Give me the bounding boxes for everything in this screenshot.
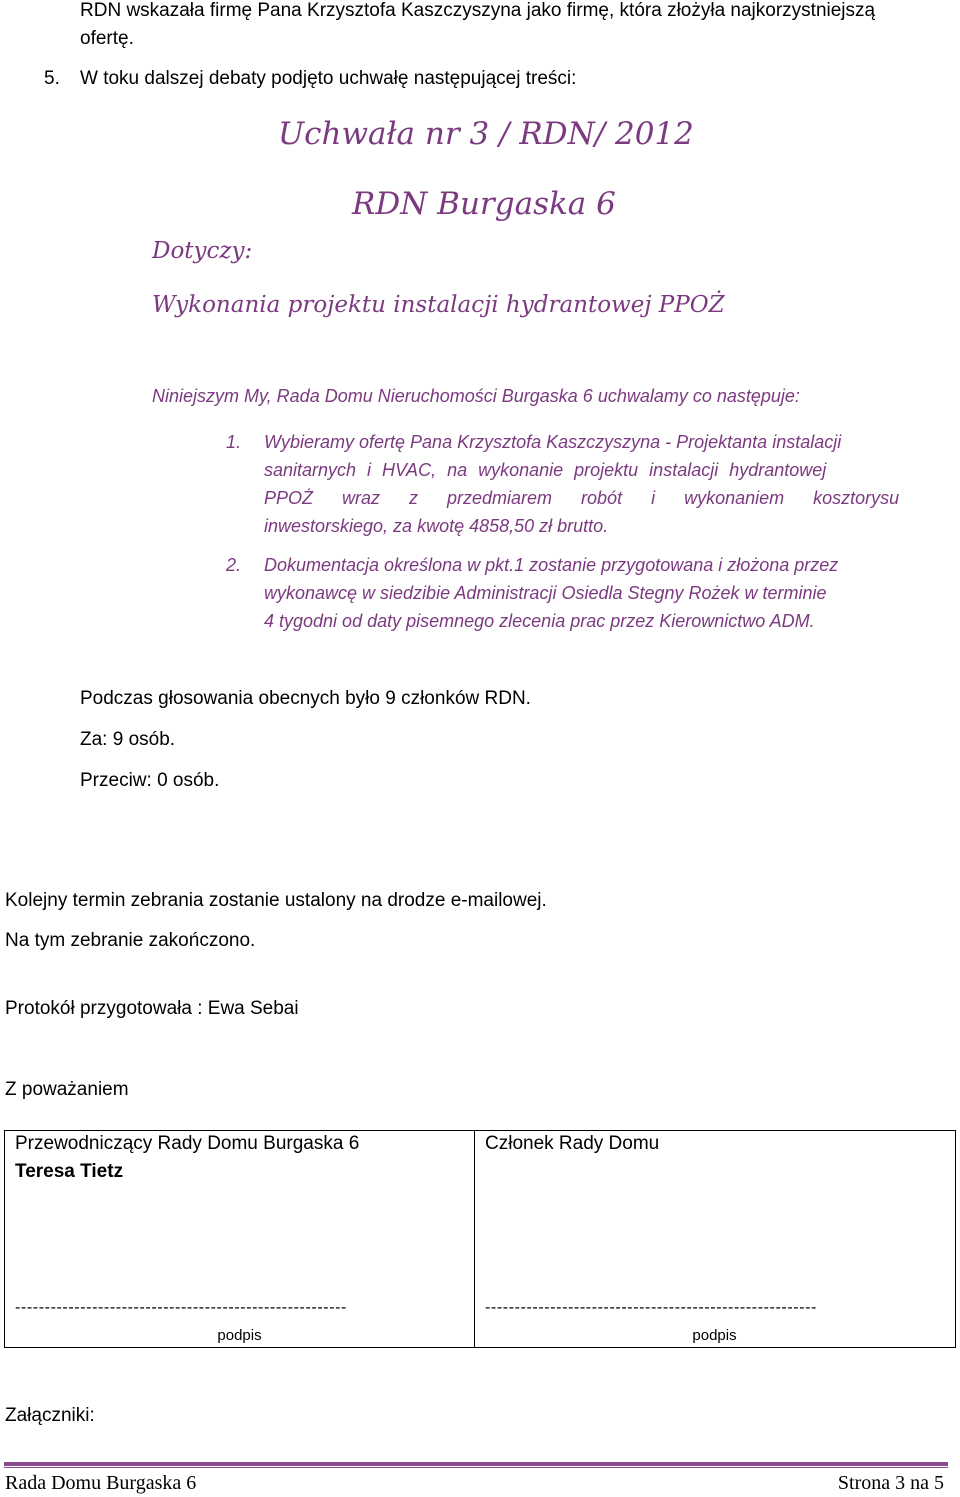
vote-for: Za: 9 osób. [80, 729, 176, 750]
next-meeting-note: Kolejny termin zebrania zostanie ustalony na drodze e-mailowej. [5, 890, 547, 911]
vote-present: Podczas głosowania obecnych było 9 członków RDN. [80, 688, 531, 709]
footer-rule [4, 1462, 948, 1466]
item-line: Dokumentacja określona w pkt.1 zostanie przygotowana i złożona przez [264, 555, 839, 575]
item-line: wykonawcę w siedzibie Administracji Osiedla Stegny Rożek w terminie [264, 583, 827, 603]
prepared-by: Protokół przygotowała : Ewa Sebai [5, 998, 299, 1019]
signature-label: podpis [692, 1327, 737, 1344]
signer-role: Członek Rady Domu [485, 1133, 660, 1154]
signer-role: Przewodniczący Rady Domu Burgaska 6 [15, 1133, 360, 1154]
signature-table [4, 1130, 956, 1348]
meeting-ended-note: Na tym zebranie zakończono. [5, 930, 256, 951]
intro-line-2: ofertę. [80, 28, 134, 49]
footer-page-number: Strona 3 na 5 [837, 1472, 944, 1494]
item-line: 4 tygodni od daty pisemnego zlecenia prac przez Kierownictwo ADM. [264, 611, 815, 631]
signature-cell-chair [5, 1131, 475, 1347]
item-number: 2. [226, 555, 242, 575]
signature-line: -------------------------------------------------------- [485, 1299, 817, 1316]
item-line: Wybieramy ofertę Pana Krzysztofa Kaszczyszyna - Projektanta instalacji [264, 432, 842, 452]
signature-line: -------------------------------------------------------- [15, 1299, 347, 1316]
resolution-item-1 [226, 428, 946, 543]
item-line: sanitarnych i HVAC, na wykonanie projektu instalacji hydrantowej [264, 460, 827, 480]
resolution-preamble: Niniejszym My, Rada Domu Nieruchomości Burgaska 6 uchwalamy co następuje: [152, 386, 800, 406]
item-number: 1. [226, 432, 242, 452]
resolution-title: Uchwała nr 3 / RDN/ 2012 [278, 116, 694, 152]
item-line: inwestorskiego, za kwotę 4858,50 zł brutto. [264, 516, 609, 536]
resolution-body: RDN Burgaska 6 [352, 186, 616, 222]
attachments-label: Załączniki: [5, 1405, 95, 1426]
resolution-subject: Wykonania projektu instalacji hydrantowej PPOŻ [152, 292, 725, 318]
point-5-number: 5. [44, 68, 60, 89]
concerning-label: Dotyczy: [152, 238, 253, 264]
intro-line-1: RDN wskazała firmę Pana Krzysztofa Kaszczyszyna jako firmę, która złożyła najkorzystniejszą [80, 0, 876, 21]
vote-against: Przeciw: 0 osób. [80, 770, 220, 791]
point-5-text: W toku dalszej debaty podjęto uchwałę następującej treści: [80, 68, 577, 89]
item-line: PPOŻ wraz z przedmiarem robót i wykonaniem kosztorysu [264, 488, 900, 508]
signer-name: Teresa Tietz [15, 1161, 124, 1182]
resolution-item-2 [226, 551, 946, 641]
footer-left: Rada Domu Burgaska 6 [5, 1472, 197, 1494]
signature-label: podpis [217, 1327, 262, 1344]
regards: Z poważaniem [5, 1079, 129, 1100]
signature-cell-member [475, 1131, 954, 1347]
footer-rule-thin [4, 1467, 948, 1468]
